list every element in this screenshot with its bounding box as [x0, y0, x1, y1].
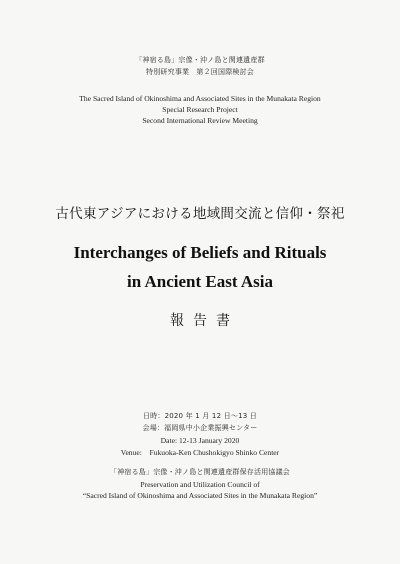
date-jp: 日時：2020 年 1 月 12 日～13 日 — [142, 412, 258, 420]
title-en-line1: Interchanges of Beliefs and Rituals — [73, 243, 327, 262]
venue-jp: 会場：福岡県中小企業振興センター — [142, 424, 258, 432]
report-label: 報告書 — [170, 313, 239, 329]
venue-en: Venue: Fukuoka-Ken Chushokigyo Shinko Center — [120, 448, 280, 457]
organizer-en-line2: “Sacred Island of Okinoshima and Associated Sites in the Munakata Region” — [82, 491, 318, 500]
header-jp-project-name: 「神宿る島」宗像・沖ノ島と関連遺産群 — [135, 56, 265, 64]
title-jp: 古代東アジアにおける地域間交流と信仰・祭祀 — [55, 206, 345, 222]
organizer-jp: 「神宿る島」宗像・沖ノ島と関連遺産群保存活用協議会 — [110, 468, 290, 476]
header-en-project-type: Special Research Project — [162, 105, 238, 114]
date-en: Date: 12-13 January 2020 — [160, 436, 240, 445]
header-en-project-name: The Sacred Island of Okinoshima and Associated Sites in the Munakata Region — [79, 94, 321, 103]
header-en-meeting-name: Second International Review Meeting — [142, 116, 258, 125]
header-jp-project-subtitle: 特別研究事業 第２回国際検討会 — [146, 68, 254, 76]
title-en-line2: in Ancient East Asia — [127, 272, 273, 291]
organizer-en-line1: Preservation and Utilization Council of — [140, 480, 260, 489]
